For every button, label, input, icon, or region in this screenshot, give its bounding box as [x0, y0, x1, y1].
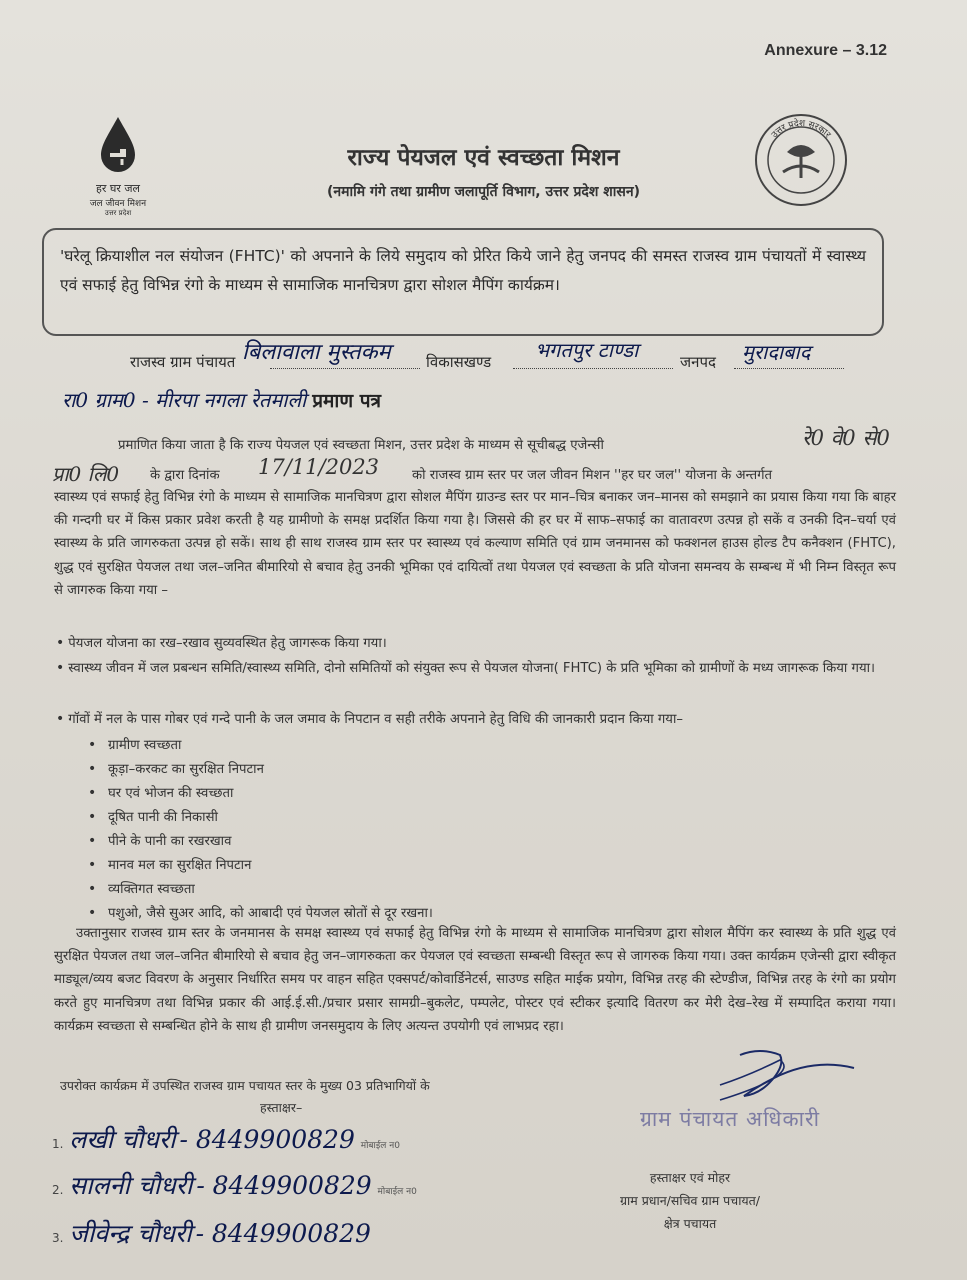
logo-line-3: उत्तर प्रदेश	[104, 209, 132, 217]
sub-list-item: • घर एवं भोजन की स्वच्छता	[88, 785, 234, 801]
janpad-value: मुरादाबाद	[742, 340, 811, 364]
participant-row: 1. लखी चौधरी - 8449900829 मोबाईल न0	[52, 1125, 400, 1154]
para1-date-label: के द्वारा दिनांक	[150, 468, 220, 483]
bullet-item: • स्वास्थ्य जीवन में जल प्रबन्धन समिति/स्वास्थ्य समिति, दोनो समितियों को संयुक्त रूप से पेयजल योजना( FHTC) के प्रति भूमिका को ग्रामीणों के मध्य जागरूक किया गया।	[56, 660, 876, 676]
gram-panchayat-value: बिलावाला मुस्तकम	[242, 340, 391, 365]
sub-list-item: • पीने के पानी का रखरखाव	[88, 833, 232, 849]
participant-mobile: 8449900829	[212, 1171, 372, 1200]
para1-line2: को राजस्व ग्राम स्तर पर जल जीवन मिशन ''हर घर जल'' योजना के अन्तर्गत	[412, 468, 773, 483]
logo-line-1: हर घर जल	[96, 182, 140, 195]
seal-text: उत्तर प्रदेश सरकार	[769, 118, 833, 141]
participant-name: लखी चौधरी	[69, 1125, 176, 1154]
agency-name-handwritten-2: प्रा0 लि0	[52, 462, 120, 486]
participants-intro: उपरोक्त कार्यक्रम में उपस्थित राजस्व ग्राम पचायत स्तर के मुख्य 03 प्रतिभागियों के हस्ताक्षर–	[60, 1078, 430, 1115]
annexure-label: Annexure – 3.12	[764, 42, 887, 59]
certificate-heading	[62, 386, 381, 413]
signatory-designation: हस्ताक्षर एवं मोहर ग्राम प्रधान/सचिव ग्राम पचायत/ क्षेत्र पचायत	[619, 1170, 761, 1231]
janpad-label: जनपद	[680, 353, 716, 371]
page-title: राज्य पेयजल एवं स्वच्छता मिशन	[347, 145, 620, 171]
participant-row: 3. जीवेन्द्र चौधरी - 8449900829	[52, 1219, 371, 1248]
para2-body: उक्तानुसार राजस्व ग्राम स्तर के जनमानस के समक्ष स्वास्थ्य एवं सफाई हेतु विभिन्न रंगो के माध्यम से सामाजिक मानचित्रण द्वारा सोशल मैपिंग कर स्वास्थ्य के प्रति शुद्ध एवं सुरक्षित पेयजल तथा जल–जनित बीमारियो से बचाव हेतु जन–जागरुकता कर पेयजल एवं स्वच्छता सम्बन्धी विस्तृत रूप से जागरुक किया गया। उक्त कार्यक्रम एजेन्सी द्वारा स्वीकृत माड्यूल/व्यय बजट विवरण के अनुसार निर्धारित समय पर वाहन सहित एक्सपर्ट/कोवार्डिनेटर्स, साउण्ड सहित माईक प्रयोग, विभिन्न तरह की स्टेण्डीज, विभिन्न तरह के रंगो का प्रयोग करते हुए मानचित्रण तथा विभिन्न प्रकार की आई.ई.सी./प्रचार प्रसार सामग्री–बुकलेट, पम्पलेट, पोस्टर एवं स्टीकर इत्यादि वितरण कर मेरी देख–रेख में सम्पादित कराया गया। कार्यक्रम स्वच्छता से सम्बन्धित होने के साथ ही ग्रामीण जनसमुदाय के लिए अत्यन्त उपयोगी एवं लाभप्रद रहा।	[54, 926, 896, 1034]
participant-mobile: 8449900829	[195, 1125, 355, 1154]
logo-line-2: जल जीवन मिशन	[89, 199, 147, 209]
sub-list-item: • व्यक्तिगत स्वच्छता	[88, 881, 195, 897]
sub-list-item: • ग्रामीण स्वच्छता	[88, 737, 182, 753]
officer-stamp: ग्राम पंचायत अधिकारी	[640, 1107, 821, 1131]
sub-list-item: • पशुओ, जैसे सुअर आदि, को आबादी एवं पेयजल स्रोतों से दूर रखना।	[88, 905, 433, 921]
para1-body: स्वास्थ्य एवं सफाई हेतु विभिन्न रंगो के माध्यम से सामाजिक मानचित्रण द्वारा सोशल मैपिंग ग्राउन्ड स्तर पर मान–चित्र बनाकर जन–मानस को समझाने का प्रयास किया गया कि बाहर की गन्दगी घर में किस प्रकार प्रवेश करती है यह ग्रामीणो के समक्ष प्रदर्शित किया गया है। जिससे की हर घर में साफ–सफाई का वातावरण उत्पन्न हो सकें व उनकी दिन–चर्या एवं स्वास्थ्य के प्रति जागरुकता उत्पन्न हो सकें। साथ ही साथ राजस्व ग्राम स्तर पर स्वास्थ्य एवं कल्याण समिति एवं ग्राम जनमानस को फक्शनल हाउस होल्ड टैप कनैक्शन (FHTC), शुद्ध एवं सुरक्षित पेयजल तथा जल–जनित बीमारियो से बचाव हेतु उनकी भूमिका एवं दायित्वों तथा पेयजल एवं स्वच्छता के प्रति योजना समन्वय के सम्बन्ध में भी निम्न विस्तृत रूप से जागरुक किया गया –	[54, 490, 896, 598]
gram-panchayat-label: राजस्व ग्राम पंचायत	[130, 353, 236, 371]
sub-list-item: • दूषित पानी की निकासी	[88, 809, 218, 825]
programme-box: 'घरेलू क्रियाशील नल संयोजन (FHTC)' को अपनाने के लिये समुदाय को प्रेरित किये जाने हेतु जनपद की समस्त राजस्व ग्राम पंचायतों में स्वास्थ्य एवं सफाई हेतु विभिन्न रंगो के माध्यम से सामाजिक मानचित्रण द्वारा सोशल मैपिंग कार्यक्रम।	[42, 228, 884, 336]
participant-row: 2. सालनी चौधरी - 8449900829 मोबाईल न0	[52, 1171, 417, 1200]
programme-date-handwritten: 17/11/2023	[258, 455, 380, 479]
sub-list-item: • कूड़ा–करकट का सुरक्षित निपटान	[88, 761, 264, 777]
page-subtitle: (नमामि गंगे तथा ग्रामीण जलापूर्ति विभाग, उत्तर प्रदेश शासन)	[326, 184, 641, 200]
vikaskhand-label: विकासखण्ड	[426, 353, 492, 371]
para1-line1: प्रमाणित किया जाता है कि राज्य पेयजल एवं स्वच्छता मिशन, उत्तर प्रदेश के माध्यम से सूचीबद्ध एजेन्सी	[118, 438, 604, 453]
participant-name: जीवेन्द्र चौधरी	[69, 1219, 192, 1248]
agency-name-handwritten: रे0 वे0 से0	[802, 426, 890, 450]
bullet-item: • गॉवों में नल के पास गोबर एवं गन्दे पानी के जल जमाव के निपटान व सही तरीके अपनाने हेतु विधि की जानकारी प्रदान किया गया–	[56, 711, 683, 727]
participant-name: सालनी चौधरी	[69, 1171, 193, 1200]
participant-mobile: 8449900829	[211, 1219, 371, 1248]
vikaskhand-value: भगतपुर टाण्डा	[535, 338, 639, 362]
certificate-title: प्रमाण पत्र	[312, 390, 381, 412]
bullet-item: • पेयजल योजना का रख–रखाव सुव्यवस्थित हेतु जागरूक किया गया।	[56, 635, 387, 651]
handwritten-village: रा0 ग्राम0 - मीरपा नगला रेतमाली	[62, 388, 307, 412]
sub-list-item: • मानव मल का सुरक्षित निपटान	[88, 857, 252, 873]
